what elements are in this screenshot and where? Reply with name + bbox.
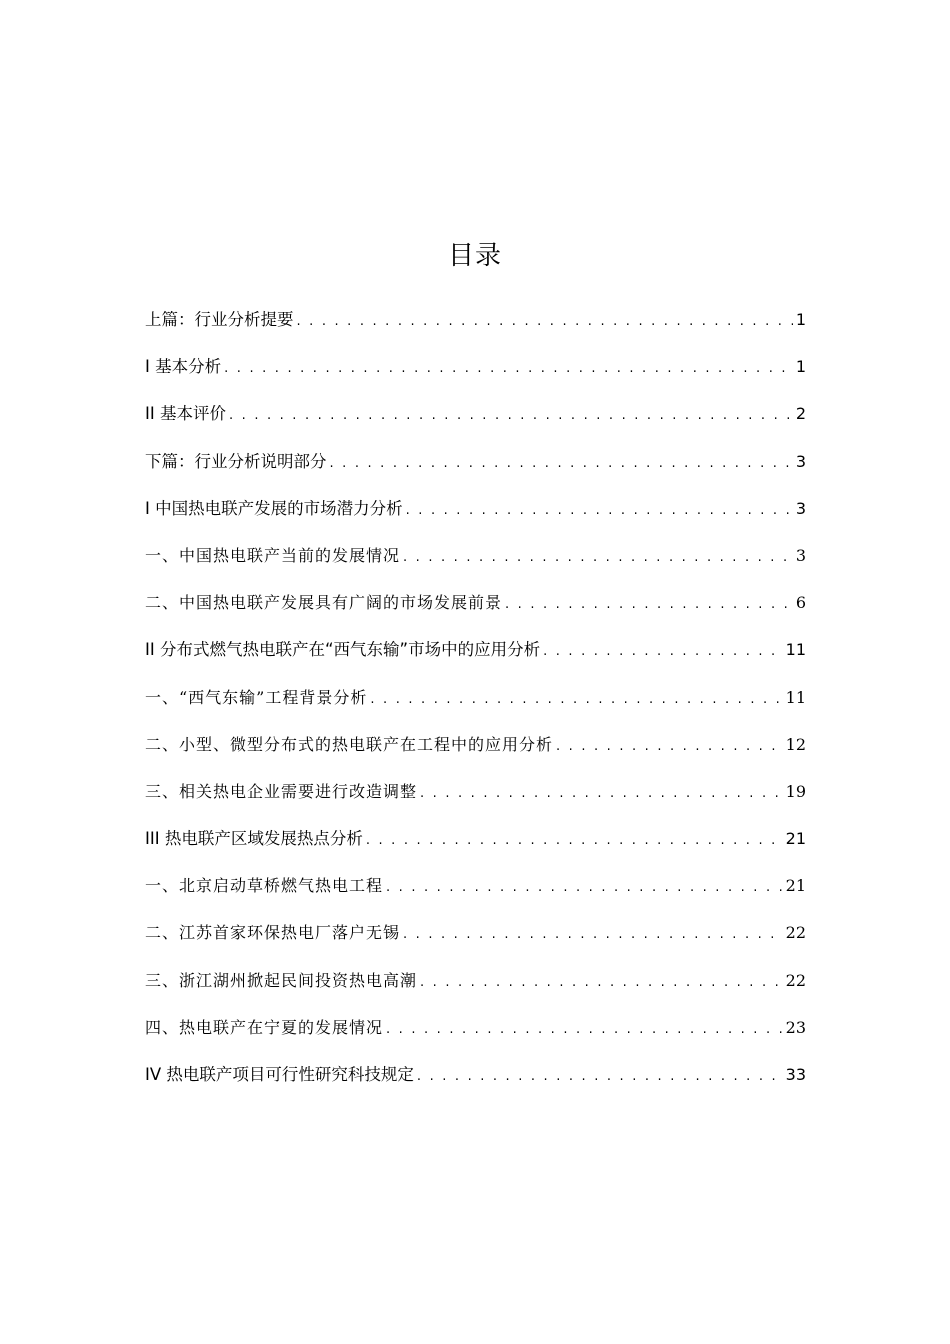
toc-entry[interactable] bbox=[145, 862, 806, 909]
toc-entry-page-number: 11 bbox=[785, 640, 806, 660]
toc-entry-label: III 热电联产区域发展热点分析 bbox=[145, 829, 363, 849]
toc-entry-label: 三、浙江湖州掀起民间投资热电高潮 bbox=[145, 970, 418, 990]
toc-entry[interactable] bbox=[145, 438, 806, 485]
toc-entry[interactable] bbox=[145, 626, 806, 673]
toc-dot-leader bbox=[386, 1006, 783, 1051]
toc-entry[interactable] bbox=[145, 485, 806, 532]
toc-entry[interactable] bbox=[145, 343, 806, 390]
toc-dot-leader bbox=[370, 676, 782, 721]
toc-entry[interactable] bbox=[145, 1004, 806, 1051]
toc-dot-leader bbox=[366, 817, 783, 862]
toc-entry-page-number: 2 bbox=[795, 404, 806, 424]
toc-entry-page-number: 3 bbox=[795, 545, 806, 565]
toc-entry-label: II 基本评价 bbox=[145, 404, 226, 424]
toc-entry-page-number: 19 bbox=[785, 781, 806, 801]
toc-entry-page-number: 33 bbox=[785, 1065, 806, 1084]
toc-entry-label: II 分布式燃气热电联产在“西气东输”市场中的应用分析 bbox=[145, 640, 541, 660]
toc-dot-leader bbox=[417, 1053, 783, 1098]
toc-entry-label: 四、热电联产在宁夏的发展情况 bbox=[145, 1017, 384, 1037]
toc-title: 目录 bbox=[447, 241, 502, 271]
toc-entry-page-number: 23 bbox=[785, 1017, 806, 1037]
toc-dot-leader bbox=[403, 534, 793, 579]
toc-entry-page-number: 11 bbox=[785, 687, 806, 707]
toc-dot-leader bbox=[330, 440, 793, 485]
toc-entry[interactable] bbox=[145, 674, 806, 721]
toc-entry[interactable] bbox=[145, 532, 806, 579]
toc-entry[interactable] bbox=[145, 390, 806, 437]
toc-dot-leader bbox=[420, 959, 783, 1004]
toc-dot-leader bbox=[224, 345, 793, 390]
toc-dot-leader bbox=[403, 911, 783, 956]
toc-entry-label: I 基本分析 bbox=[145, 357, 222, 377]
toc-entry-page-number: 3 bbox=[795, 451, 806, 471]
toc-entry-label: IV 热电联产项目可行性研究科技规定 bbox=[145, 1065, 414, 1084]
toc-entry-label: 三、相关热电企业需要进行改造调整 bbox=[145, 781, 418, 801]
toc-entry[interactable] bbox=[145, 1051, 806, 1098]
toc-entry[interactable] bbox=[145, 579, 806, 626]
toc-entry-page-number: 3 bbox=[795, 498, 806, 518]
toc-dot-leader bbox=[556, 723, 783, 768]
toc-entry-label: I 中国热电联产发展的市场潜力分析 bbox=[145, 498, 403, 518]
toc-list bbox=[145, 296, 806, 1098]
toc-entry-label: 上篇：行业分析提要 bbox=[145, 310, 294, 329]
toc-dot-leader bbox=[420, 770, 783, 815]
toc-dot-leader bbox=[229, 392, 793, 437]
toc-entry-page-number: 12 bbox=[785, 734, 806, 754]
toc-entry[interactable] bbox=[145, 815, 806, 862]
toc-dot-leader bbox=[406, 487, 793, 532]
toc-dot-leader bbox=[505, 581, 793, 626]
toc-entry-page-number: 22 bbox=[785, 970, 806, 990]
toc-entry-page-number: 1 bbox=[795, 310, 806, 329]
toc-entry-label: 二、江苏首家环保热电厂落户无锡 bbox=[145, 923, 401, 943]
toc-entry-page-number: 1 bbox=[795, 357, 806, 377]
toc-entry[interactable] bbox=[145, 296, 806, 343]
toc-entry-label: 下篇：行业分析说明部分 bbox=[145, 451, 327, 471]
toc-entry-page-number: 21 bbox=[785, 876, 806, 896]
toc-entry[interactable] bbox=[145, 768, 806, 815]
toc-entry-page-number: 21 bbox=[785, 829, 806, 849]
toc-entry-label: 二、中国热电联产发展具有广阔的市场发展前景 bbox=[145, 593, 503, 613]
toc-dot-leader bbox=[386, 864, 783, 909]
toc-entry[interactable] bbox=[145, 957, 806, 1004]
toc-entry[interactable] bbox=[145, 721, 806, 768]
toc-entry-label: 二、小型、微型分布式的热电联产在工程中的应用分析 bbox=[145, 734, 554, 754]
toc-entry-label: 一、“西气东输”工程背景分析 bbox=[145, 687, 368, 707]
toc-entry-label: 一、中国热电联产当前的发展情况 bbox=[145, 545, 401, 565]
toc-entry-label: 一、北京启动草桥燃气热电工程 bbox=[145, 876, 384, 896]
toc-entry-page-number: 22 bbox=[785, 923, 806, 943]
toc-dot-leader bbox=[297, 298, 793, 343]
toc-dot-leader bbox=[543, 628, 783, 673]
toc-entry-page-number: 6 bbox=[795, 593, 806, 613]
toc-entry[interactable] bbox=[145, 909, 806, 956]
